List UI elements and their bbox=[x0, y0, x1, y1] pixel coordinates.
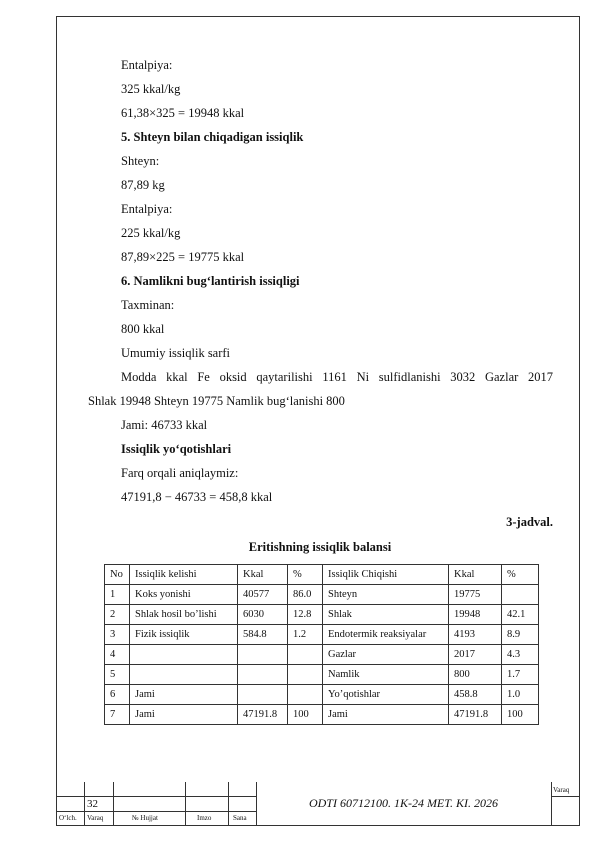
table-cell: 3 bbox=[105, 625, 130, 645]
table-cell: 458.8 bbox=[449, 685, 502, 705]
title-block-stamp bbox=[56, 782, 580, 826]
table-cell: 584.8 bbox=[238, 625, 288, 645]
table-header-cell: % bbox=[288, 565, 323, 585]
table-row bbox=[105, 585, 539, 605]
table-cell: Shteyn bbox=[323, 585, 449, 605]
table-title: Eritishning issiqlik balansi bbox=[248, 540, 392, 554]
table-cell: 6030 bbox=[238, 605, 288, 625]
table-cell: 6 bbox=[105, 685, 130, 705]
table-cell: 86.0 bbox=[288, 585, 323, 605]
table-cell: Endotermik reaksiyalar bbox=[323, 625, 449, 645]
text-line: Farq orqali aniqlaymiz: bbox=[121, 466, 239, 480]
stamp-col-label: Imzo bbox=[197, 814, 212, 822]
text-line: 61,38×325 = 19948 kkal bbox=[121, 106, 245, 120]
table-cell bbox=[288, 645, 323, 665]
table-number-label: 3-jadval. bbox=[506, 515, 553, 529]
table-header-cell: No bbox=[105, 565, 130, 585]
table-cell bbox=[238, 685, 288, 705]
text-line: 87,89 kg bbox=[121, 178, 165, 192]
para-word: Ni bbox=[356, 370, 370, 384]
text-line: 87,89×225 = 19775 kkal bbox=[121, 250, 245, 264]
table-cell: 1.7 bbox=[502, 665, 539, 685]
table-header-cell: Kkal bbox=[238, 565, 288, 585]
section-heading: 6. Namlikni bug‘lantirish issiqligi bbox=[121, 274, 300, 288]
table-cell: 2 bbox=[105, 605, 130, 625]
table-cell: 19948 bbox=[449, 605, 502, 625]
text-line: Shteyn: bbox=[121, 154, 160, 168]
table-row bbox=[105, 645, 539, 665]
table-header-cell: Issiqlik Chiqishi bbox=[323, 565, 449, 585]
para-word: oksid bbox=[219, 370, 247, 384]
stamp-col-label: Sana bbox=[233, 814, 247, 822]
varaq-label: Varaq bbox=[553, 786, 570, 794]
table-cell: 47191.8 bbox=[449, 705, 502, 725]
table-cell: 5 bbox=[105, 665, 130, 685]
table-cell: 4.3 bbox=[502, 645, 539, 665]
justified-paragraph-line bbox=[121, 370, 553, 385]
para-word: 1161 bbox=[322, 370, 347, 384]
text-line: 325 kkal/kg bbox=[121, 82, 181, 96]
text-line: 225 kkal/kg bbox=[121, 226, 181, 240]
text-line: Jami: 46733 kkal bbox=[121, 418, 208, 432]
text-line: 47191,8 − 46733 = 458,8 kkal bbox=[121, 490, 273, 504]
table-cell bbox=[288, 665, 323, 685]
para-word: Gazlar bbox=[484, 370, 519, 384]
paragraph-continuation: Shlak 19948 Shteyn 19775 Namlik bug‘lanishi 800 bbox=[88, 394, 345, 408]
table-cell: 1 bbox=[105, 585, 130, 605]
table-cell: Shlak hosil bo’lishi bbox=[130, 605, 238, 625]
para-word: Modda bbox=[121, 370, 157, 384]
table-cell: 100 bbox=[288, 705, 323, 725]
section-heading: 5. Shteyn bilan chiqadigan issiqlik bbox=[121, 130, 304, 144]
page-number: 32 bbox=[87, 798, 98, 810]
table-cell bbox=[130, 665, 238, 685]
text-line: Entalpiya: bbox=[121, 58, 173, 72]
table-cell: 40577 bbox=[238, 585, 288, 605]
para-word: Fe bbox=[197, 370, 210, 384]
table-cell: 8.9 bbox=[502, 625, 539, 645]
table-cell: 800 bbox=[449, 665, 502, 685]
table-cell: Yo’qotishlar bbox=[323, 685, 449, 705]
para-word: qaytarilishi bbox=[256, 370, 313, 384]
table-cell: Jami bbox=[130, 685, 238, 705]
table-cell: 1.2 bbox=[288, 625, 323, 645]
table-cell bbox=[238, 665, 288, 685]
para-word: kkal bbox=[166, 370, 188, 384]
table-cell: 7 bbox=[105, 705, 130, 725]
table-cell: Namlik bbox=[323, 665, 449, 685]
table-cell: Shlak bbox=[323, 605, 449, 625]
table-cell: 4 bbox=[105, 645, 130, 665]
section-heading: Issiqlik yo‘qotishlari bbox=[121, 442, 232, 456]
text-line: Entalpiya: bbox=[121, 202, 173, 216]
text-line: Taxminan: bbox=[121, 298, 175, 312]
para-word: sulfidlanishi bbox=[378, 370, 441, 384]
table-cell: 4193 bbox=[449, 625, 502, 645]
para-word: 3032 bbox=[450, 370, 476, 384]
text-line: Umumiy issiqlik sarfi bbox=[121, 346, 231, 360]
text-line: 800 kkal bbox=[121, 322, 165, 336]
table-cell: Jami bbox=[130, 705, 238, 725]
heat-balance-table bbox=[104, 564, 539, 725]
table-cell: 100 bbox=[502, 705, 539, 725]
table-row bbox=[105, 605, 539, 625]
table-cell: Jami bbox=[323, 705, 449, 725]
table-header-row bbox=[105, 565, 539, 585]
para-word: 2017 bbox=[528, 370, 553, 384]
document-code: ODTI 60712100. 1K-24 MET. KI. 2026 bbox=[308, 796, 499, 810]
table-cell: 2017 bbox=[449, 645, 502, 665]
stamp-col-label: Varaq bbox=[87, 814, 104, 822]
table-cell: Koks yonishi bbox=[130, 585, 238, 605]
table-row bbox=[105, 665, 539, 685]
table-header-cell: Issiqlik kelishi bbox=[130, 565, 238, 585]
table-cell bbox=[502, 585, 539, 605]
stamp-col-label: O‘lch. bbox=[59, 814, 77, 822]
table-row bbox=[105, 625, 539, 645]
table-cell: 42.1 bbox=[502, 605, 539, 625]
table-cell: 47191.8 bbox=[238, 705, 288, 725]
table-row bbox=[105, 705, 539, 725]
table-cell bbox=[238, 645, 288, 665]
table-cell: 12.8 bbox=[288, 605, 323, 625]
table-cell: 19775 bbox=[449, 585, 502, 605]
table-cell: Fizik issiqlik bbox=[130, 625, 238, 645]
stamp-col-label: № Hujjat bbox=[132, 814, 158, 822]
table-header-cell: Kkal bbox=[449, 565, 502, 585]
table-cell: Gazlar bbox=[323, 645, 449, 665]
table-cell: 1.0 bbox=[502, 685, 539, 705]
table-cell bbox=[130, 645, 238, 665]
table-header-cell: % bbox=[502, 565, 539, 585]
table-cell bbox=[288, 685, 323, 705]
table-row bbox=[105, 685, 539, 705]
